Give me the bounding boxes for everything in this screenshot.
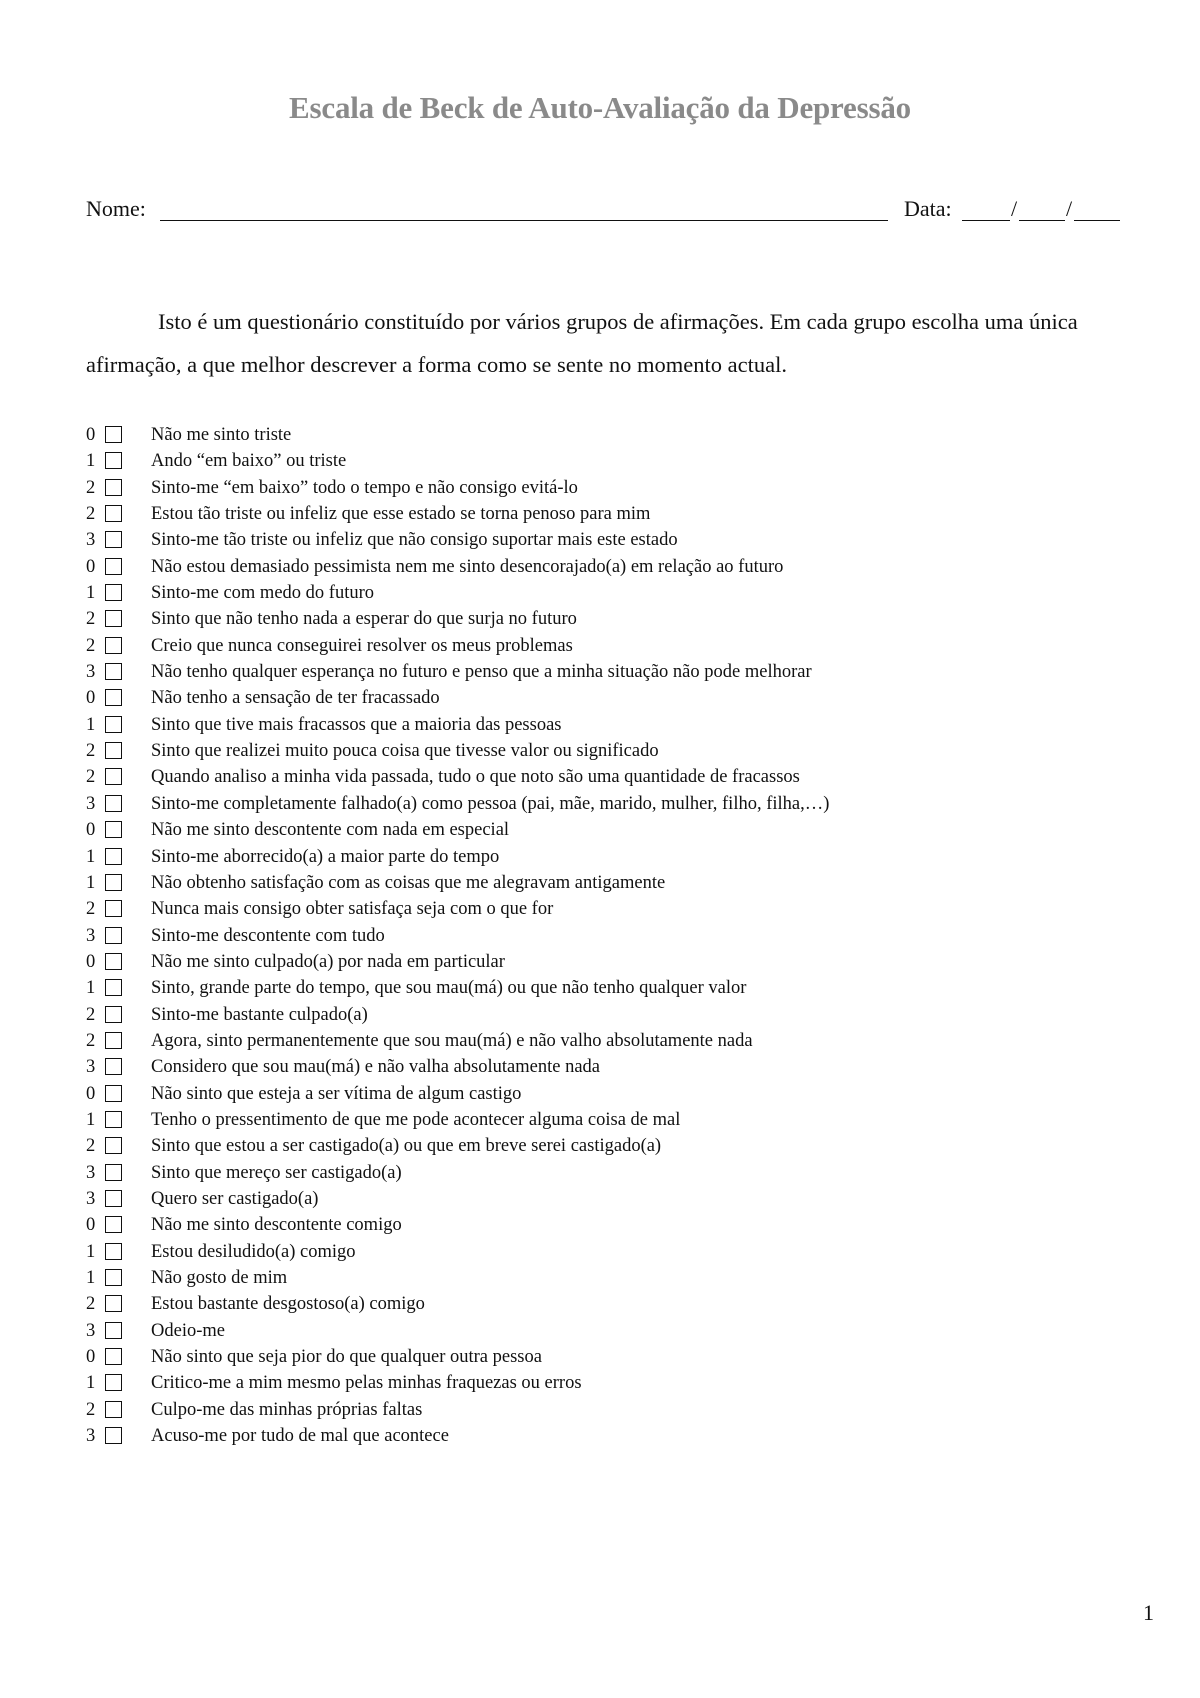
- checkbox[interactable]: [105, 1401, 122, 1418]
- date-separator: /: [1011, 196, 1018, 221]
- checkbox[interactable]: [105, 452, 122, 469]
- checkbox[interactable]: [105, 426, 122, 443]
- score-value: 3: [86, 530, 96, 551]
- score-value: 0: [86, 425, 96, 445]
- statement-item: [86, 1107, 1116, 1133]
- score-value: 3: [86, 662, 96, 683]
- statement-text: Não me sinto culpado(a) por nada em particular: [151, 951, 505, 972]
- statement-item: [86, 791, 1116, 817]
- statement-text: Sinto-me completamente falhado(a) como pessoa (pai, mãe, marido, mulher, filho, filha,…): [151, 793, 830, 814]
- statement-item: [86, 1344, 1116, 1370]
- checkbox[interactable]: [105, 1374, 122, 1391]
- date-separator: /: [1066, 196, 1073, 221]
- statement-list: [86, 422, 1116, 1449]
- checkbox[interactable]: [105, 979, 122, 996]
- statement-item: [86, 1212, 1116, 1238]
- score-value: 2: [86, 741, 96, 762]
- checkbox[interactable]: [105, 1164, 122, 1181]
- statement-item: [86, 1002, 1116, 1028]
- statement-item: [86, 1081, 1116, 1107]
- score-value: 2: [86, 609, 96, 630]
- statement-text: Não tenho a sensação de ter fracassado: [151, 688, 440, 709]
- date-month-field[interactable]: [1019, 220, 1065, 221]
- document-title: Escala de Beck de Auto-Avaliação da Depressão: [289, 90, 911, 125]
- checkbox[interactable]: [105, 795, 122, 812]
- checkbox[interactable]: [105, 1243, 122, 1260]
- statement-item: [86, 527, 1116, 553]
- score-value: 0: [86, 556, 96, 577]
- statement-text: Quero ser castigado(a): [151, 1188, 319, 1209]
- checkbox[interactable]: [105, 479, 122, 496]
- statement-item: [86, 1028, 1116, 1054]
- checkbox[interactable]: [105, 1348, 122, 1365]
- score-value: 1: [86, 1109, 96, 1130]
- score-value: 1: [86, 714, 96, 735]
- statement-item: [86, 554, 1116, 580]
- statement-item: [86, 1423, 1116, 1449]
- score-value: 2: [86, 1399, 96, 1420]
- statement-item: [86, 580, 1116, 606]
- score-value: 3: [86, 1188, 96, 1209]
- date-day-field[interactable]: [962, 220, 1010, 221]
- statement-item: [86, 1160, 1116, 1186]
- score-value: 1: [86, 583, 96, 604]
- checkbox[interactable]: [105, 1006, 122, 1023]
- statement-text: Sinto que realizei muito pouca coisa que tivesse valor ou significado: [151, 741, 659, 762]
- score-value: 0: [86, 1347, 96, 1368]
- checkbox[interactable]: [105, 1295, 122, 1312]
- checkbox[interactable]: [105, 821, 122, 838]
- page-number: 1: [1143, 1600, 1154, 1625]
- statement-text: Não sinto que seja pior do que qualquer outra pessoa: [151, 1347, 542, 1368]
- checkbox[interactable]: [105, 1058, 122, 1075]
- statement-text: Sinto-me “em baixo” todo o tempo e não consigo evitá-lo: [151, 477, 578, 498]
- checkbox[interactable]: [105, 768, 122, 785]
- statement-text: Critico-me a mim mesmo pelas minhas fraquezas ou erros: [151, 1373, 582, 1394]
- statement-text: Considero que sou mau(má) e não valha absolutamente nada: [151, 1057, 600, 1078]
- statement-item: [86, 975, 1116, 1001]
- statement-item: [86, 764, 1116, 790]
- statement-text: Não obtenho satisfação com as coisas que me alegravam antigamente: [151, 872, 666, 893]
- header-fields: [86, 196, 1120, 226]
- statement-text: Estou desiludido(a) comigo: [151, 1241, 356, 1262]
- score-value: 1: [86, 451, 96, 472]
- statement-item: [86, 1265, 1116, 1291]
- checkbox[interactable]: [105, 558, 122, 575]
- statement-text: Acuso-me por tudo de mal que acontece: [151, 1426, 449, 1447]
- statement-item: [86, 422, 1116, 448]
- score-value: 2: [86, 635, 96, 656]
- statement-text: Sinto que mereço ser castigado(a): [151, 1162, 402, 1183]
- statement-item: [86, 738, 1116, 764]
- checkbox[interactable]: [105, 900, 122, 917]
- checkbox[interactable]: [105, 742, 122, 759]
- score-value: 3: [86, 1426, 96, 1447]
- statement-text: Não me sinto triste: [151, 425, 292, 445]
- date-year-field[interactable]: [1074, 220, 1120, 221]
- score-value: 0: [86, 1083, 96, 1104]
- checkbox[interactable]: [105, 610, 122, 627]
- statement-text: Não estou demasiado pessimista nem me sinto desencorajado(a) em relação ao futuro: [151, 556, 784, 577]
- statement-text: Culpo-me das minhas próprias faltas: [151, 1399, 423, 1420]
- checkbox[interactable]: [105, 1111, 122, 1128]
- score-value: 3: [86, 925, 96, 946]
- statement-text: Sinto que tive mais fracassos que a maioria das pessoas: [151, 714, 562, 735]
- checkbox[interactable]: [105, 637, 122, 654]
- statement-text: Agora, sinto permanentemente que sou mau(má) e não valho absolutamente nada: [151, 1030, 753, 1051]
- checkbox[interactable]: [105, 874, 122, 891]
- score-value: 3: [86, 1057, 96, 1078]
- score-value: 2: [86, 767, 96, 788]
- checkbox[interactable]: [105, 689, 122, 706]
- score-value: 2: [86, 1030, 96, 1051]
- score-value: 1: [86, 846, 96, 867]
- score-value: 1: [86, 1373, 96, 1394]
- date-label: Data:: [904, 196, 952, 221]
- statement-text: Sinto-me com medo do futuro: [151, 583, 374, 604]
- statement-item: [86, 685, 1116, 711]
- statement-item: [86, 659, 1116, 685]
- statement-item: [86, 501, 1116, 527]
- score-value: 2: [86, 1294, 96, 1315]
- checkbox[interactable]: [105, 1269, 122, 1286]
- statement-text: Sinto-me tão triste ou infeliz que não consigo suportar mais este estado: [151, 530, 678, 551]
- statement-text: Não sinto que esteja a ser vítima de algum castigo: [151, 1083, 522, 1104]
- name-label: Nome:: [86, 196, 146, 221]
- statement-item: [86, 896, 1116, 922]
- score-value: 2: [86, 477, 96, 498]
- score-value: 3: [86, 793, 96, 814]
- statement-item: [86, 1054, 1116, 1080]
- statement-text: Ando “em baixo” ou triste: [151, 451, 347, 472]
- instructions-text: Isto é um questionário constituído por vários grupos de afirmações. Em cada grupo escolha uma única afirmação, a que melhor descrever a forma como se sente no momento actual.: [86, 309, 1078, 377]
- statement-item: [86, 712, 1116, 738]
- statement-text: Quando analiso a minha vida passada, tudo o que noto são uma quantidade de fracassos: [151, 767, 800, 788]
- statement-text: Estou tão triste ou infeliz que esse estado se torna penoso para mim: [151, 504, 651, 525]
- score-value: 1: [86, 978, 96, 999]
- score-value: 3: [86, 1320, 96, 1341]
- name-field[interactable]: [160, 220, 888, 221]
- checkbox[interactable]: [105, 1032, 122, 1049]
- checkbox[interactable]: [105, 505, 122, 522]
- score-value: 1: [86, 1268, 96, 1288]
- score-value: 0: [86, 820, 96, 841]
- statement-item: [86, 1370, 1116, 1396]
- statement-item: [86, 1133, 1116, 1159]
- statement-item: [86, 1318, 1116, 1344]
- statement-item: [86, 606, 1116, 632]
- checkbox[interactable]: [105, 1427, 122, 1444]
- statement-item: [86, 949, 1116, 975]
- score-value: 2: [86, 1004, 96, 1025]
- checkbox[interactable]: [105, 1216, 122, 1233]
- statement-item: [86, 1239, 1116, 1265]
- statement-text: Sinto que estou a ser castigado(a) ou que em breve serei castigado(a): [151, 1136, 662, 1157]
- checkbox[interactable]: [105, 1137, 122, 1154]
- statement-text: Odeio-me: [151, 1320, 225, 1341]
- statement-text: Estou bastante desgostoso(a) comigo: [151, 1294, 425, 1315]
- score-value: 1: [86, 872, 96, 893]
- score-value: 3: [86, 1162, 96, 1183]
- score-value: 2: [86, 1136, 96, 1157]
- score-value: 2: [86, 504, 96, 525]
- checkbox[interactable]: [105, 1322, 122, 1339]
- statement-item: [86, 1186, 1116, 1212]
- score-value: 0: [86, 688, 96, 709]
- statement-text: Nunca mais consigo obter satisfaça seja com o que for: [151, 899, 554, 920]
- checkbox[interactable]: [105, 953, 122, 970]
- statement-item: [86, 1397, 1116, 1423]
- statement-text: Sinto-me aborrecido(a) a maior parte do tempo: [151, 846, 500, 867]
- score-value: 2: [86, 899, 96, 920]
- checkbox[interactable]: [105, 716, 122, 733]
- statement-text: Sinto, grande parte do tempo, que sou mau(má) ou que não tenho qualquer valor: [151, 978, 747, 999]
- checkbox[interactable]: [105, 1190, 122, 1207]
- statement-text: Não tenho qualquer esperança no futuro e penso que a minha situação não pode melhorar: [151, 662, 812, 683]
- statement-item: [86, 1291, 1116, 1317]
- checkbox[interactable]: [105, 584, 122, 601]
- statement-text: Creio que nunca conseguirei resolver os meus problemas: [151, 635, 573, 656]
- statement-item: [86, 923, 1116, 949]
- score-value: 0: [86, 951, 96, 972]
- score-value: 1: [86, 1241, 96, 1262]
- checkbox[interactable]: [105, 531, 122, 548]
- checkbox[interactable]: [105, 1085, 122, 1102]
- statement-item: [86, 475, 1116, 501]
- statement-item: [86, 844, 1116, 870]
- score-value: 0: [86, 1215, 96, 1236]
- statement-text: Sinto que não tenho nada a esperar do que surja no futuro: [151, 609, 577, 630]
- checkbox[interactable]: [105, 663, 122, 680]
- statement-text: Tenho o pressentimento de que me pode acontecer alguma coisa de mal: [151, 1109, 681, 1130]
- statement-item: [86, 633, 1116, 659]
- statement-text: Sinto-me bastante culpado(a): [151, 1004, 368, 1025]
- statement-text: Não gosto de mim: [151, 1268, 288, 1288]
- statement-item: [86, 817, 1116, 843]
- statement-text: Não me sinto descontente com nada em especial: [151, 820, 510, 841]
- statement-item: [86, 870, 1116, 896]
- checkbox[interactable]: [105, 848, 122, 865]
- instructions: [86, 300, 1116, 386]
- statement-text: Sinto-me descontente com tudo: [151, 925, 385, 946]
- checkbox[interactable]: [105, 927, 122, 944]
- statement-text: Não me sinto descontente comigo: [151, 1215, 402, 1236]
- statement-item: [86, 448, 1116, 474]
